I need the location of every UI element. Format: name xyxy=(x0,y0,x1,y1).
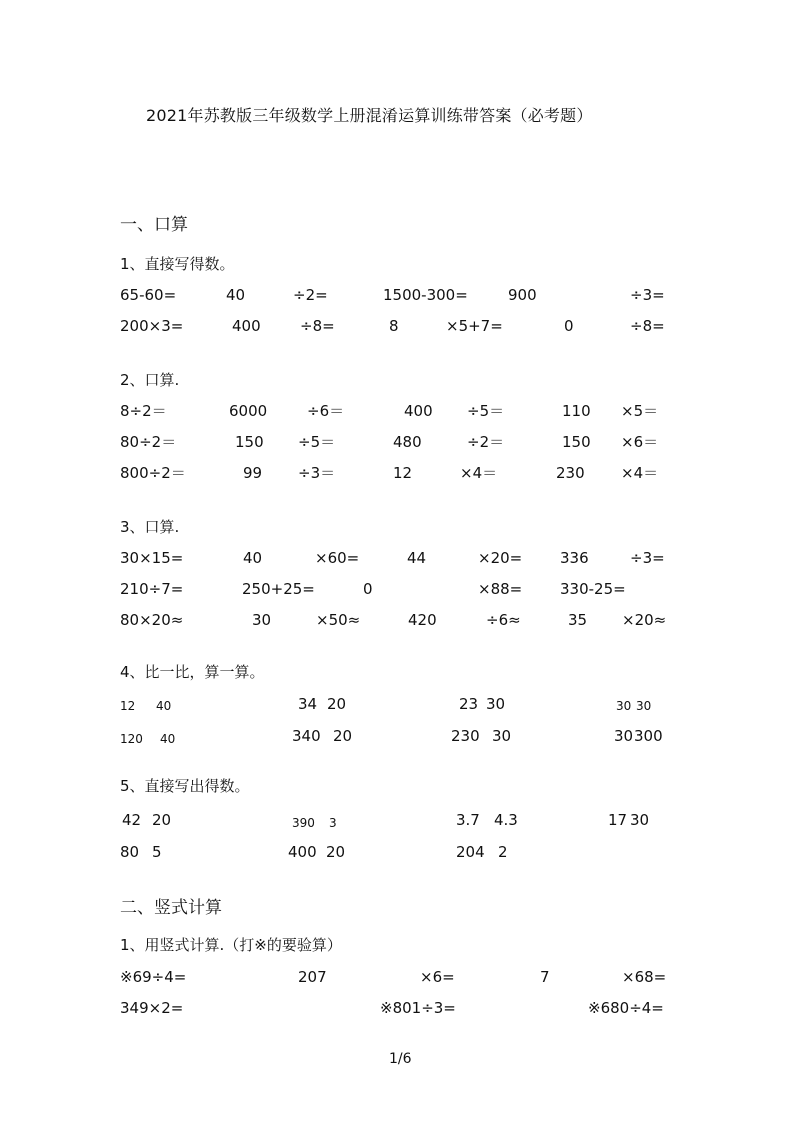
q1-r1-item: 65-60= xyxy=(120,286,177,304)
q5-r1-item: 3 xyxy=(329,816,337,830)
q3-r1-item: 40 xyxy=(243,549,263,567)
q5-label: 5、直接写出得数。 xyxy=(120,777,250,795)
q5-r2-item: 20 xyxy=(326,843,346,861)
s2-q1-r2-item: ※680÷4= xyxy=(588,999,664,1017)
q3-label: 3、口算. xyxy=(120,518,180,536)
q2-r1-item: ×5＝ xyxy=(621,402,659,420)
q2-r2-item: 150 xyxy=(562,433,591,451)
q5-r1-item: 17 xyxy=(608,811,628,829)
q2-r1-item: 400 xyxy=(404,402,433,420)
q4-r2-item: 30 xyxy=(614,727,634,745)
q3-r3-item: 35 xyxy=(568,611,588,629)
q3-r2-item: 330-25= xyxy=(560,580,626,598)
q1-r2-item: ÷8= xyxy=(630,317,665,335)
q5-r1-item: 20 xyxy=(152,811,172,829)
q5-r1-item: 42 xyxy=(122,811,142,829)
q5-r1-item: 4.3 xyxy=(494,811,518,829)
q2-r3-item: 99 xyxy=(243,464,263,482)
s2-q1-r1-item: 207 xyxy=(298,968,327,986)
q4-r1-item: 30 xyxy=(486,695,506,713)
q3-r1-item: 30×15= xyxy=(120,549,184,567)
q4-r1-item: 23 xyxy=(459,695,479,713)
q3-r3-item: 80×20≈ xyxy=(120,611,184,629)
q4-r1-item: 12 xyxy=(120,699,136,713)
q2-r3-item: 12 xyxy=(393,464,413,482)
q2-r3-item: ×4＝ xyxy=(621,464,659,482)
q2-r3-item: 230 xyxy=(556,464,585,482)
q1-label: 1、直接写得数。 xyxy=(120,255,235,273)
q4-r1-item: 40 xyxy=(156,699,172,713)
q4-r1-item: 20 xyxy=(327,695,347,713)
q3-r2-item: ×88= xyxy=(478,580,523,598)
page-number: 1/6 xyxy=(389,1051,412,1067)
q1-r2-item: 8 xyxy=(389,317,399,335)
s2-q1-label: 1、用竖式计算.（打※的要验算） xyxy=(120,936,342,954)
q5-r1-item: 30 xyxy=(630,811,650,829)
q4-r2-item: 340 xyxy=(292,727,321,745)
q4-r2-item: 230 xyxy=(451,727,480,745)
q2-r2-item: ×6＝ xyxy=(621,433,659,451)
q1-r2-item: ÷8= xyxy=(300,317,335,335)
s2-q1-r2-item: 349×2= xyxy=(120,999,184,1017)
q2-r1-item: 8÷2＝ xyxy=(120,402,167,420)
q3-r2-item: 210÷7= xyxy=(120,580,184,598)
q4-r2-item: 40 xyxy=(160,732,176,746)
q1-r2-item: 0 xyxy=(564,317,574,335)
q5-r2-item: 80 xyxy=(120,843,140,861)
q2-r3-item: ×4＝ xyxy=(460,464,498,482)
q2-label: 2、口算. xyxy=(120,371,180,389)
q3-r1-item: 336 xyxy=(560,549,589,567)
q5-r2-item: 400 xyxy=(288,843,317,861)
q5-r2-item: 204 xyxy=(456,843,485,861)
s2-q1-r1-item: 7 xyxy=(540,968,550,986)
q1-r1-item: 40 xyxy=(226,286,246,304)
q3-r2-item: 250+25= xyxy=(242,580,315,598)
q3-r1-item: ×60= xyxy=(315,549,360,567)
q1-r1-item: 900 xyxy=(508,286,537,304)
q4-r2-item: 30 xyxy=(492,727,512,745)
q3-r3-item: 30 xyxy=(252,611,272,629)
q1-r2-item: ×5+7= xyxy=(446,317,503,335)
q2-r3-item: 800÷2＝ xyxy=(120,464,186,482)
q2-r1-item: 110 xyxy=(562,402,591,420)
q1-r1-item: ÷3= xyxy=(630,286,665,304)
section-1-heading: 一、口算 xyxy=(120,215,188,235)
q1-r1-item: ÷2= xyxy=(293,286,328,304)
q5-r1-item: 390 xyxy=(292,816,315,830)
q4-r1-item: 30 xyxy=(616,699,632,713)
q1-r2-item: 400 xyxy=(232,317,261,335)
q2-r2-item: 80÷2＝ xyxy=(120,433,177,451)
q3-r3-item: ×50≈ xyxy=(316,611,361,629)
s2-q1-r1-item: ×6= xyxy=(420,968,455,986)
s2-q1-r1-item: ×68= xyxy=(622,968,667,986)
section-2-heading: 二、竖式计算 xyxy=(120,898,222,918)
q2-r1-item: ÷5＝ xyxy=(467,402,505,420)
q2-r1-item: ÷6＝ xyxy=(307,402,345,420)
q4-r2-item: 120 xyxy=(120,732,143,746)
q5-r2-item: 2 xyxy=(498,843,508,861)
q3-r3-item: 420 xyxy=(408,611,437,629)
q2-r2-item: 480 xyxy=(393,433,422,451)
s2-q1-r2-item: ※801÷3= xyxy=(380,999,456,1017)
page-title: 2021年苏教版三年级数学上册混淆运算训练带答案（必考题） xyxy=(146,106,593,125)
q4-r1-item: 30 xyxy=(636,699,652,713)
q2-r3-item: ÷3＝ xyxy=(298,464,336,482)
q4-r1-item: 34 xyxy=(298,695,318,713)
q4-r2-item: 20 xyxy=(333,727,353,745)
q5-r1-item: 3.7 xyxy=(456,811,480,829)
q3-r1-item: ÷3= xyxy=(630,549,665,567)
q2-r2-item: ÷2＝ xyxy=(467,433,505,451)
q3-r2-item: 0 xyxy=(363,580,373,598)
q2-r2-item: ÷5＝ xyxy=(298,433,336,451)
q2-r1-item: 6000 xyxy=(229,402,268,420)
q1-r1-item: 1500-300= xyxy=(383,286,468,304)
q4-r2-item: 300 xyxy=(634,727,663,745)
q3-r1-item: 44 xyxy=(407,549,427,567)
q5-r2-item: 5 xyxy=(152,843,162,861)
q3-r1-item: ×20= xyxy=(478,549,523,567)
q1-r2-item: 200×3= xyxy=(120,317,184,335)
s2-q1-r1-item: ※69÷4= xyxy=(120,968,187,986)
q4-label: 4、比一比，算一算。 xyxy=(120,663,265,681)
q2-r2-item: 150 xyxy=(235,433,264,451)
q3-r3-item: ÷6≈ xyxy=(486,611,521,629)
q3-r3-item: ×20≈ xyxy=(622,611,667,629)
